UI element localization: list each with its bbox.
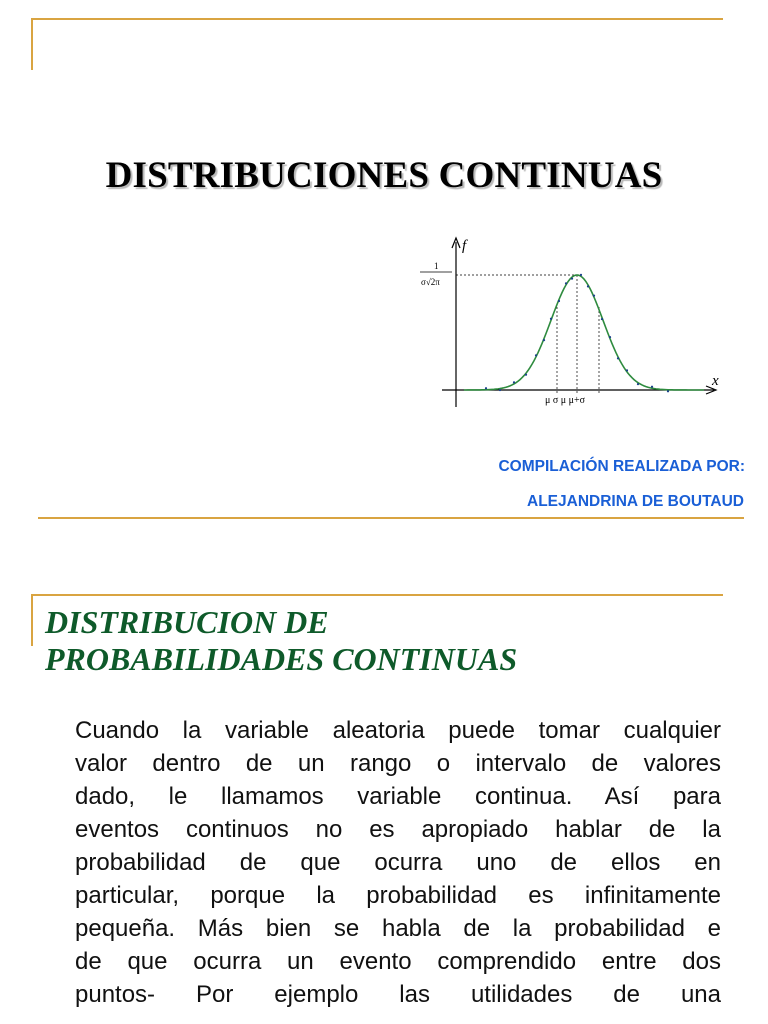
y-axis-label: f	[462, 238, 467, 254]
sample-point	[550, 318, 552, 320]
sample-point	[617, 357, 619, 359]
slide-2-title	[45, 604, 745, 678]
body-line: valor dentro de un rango o intervalo de valores	[75, 750, 721, 777]
sample-point	[513, 381, 515, 383]
credit-line-2: ALEJANDRINA DE BOUTAUD	[527, 493, 744, 510]
credit-line-1: COMPILACIÓN REALIZADA POR:	[498, 458, 745, 475]
sample-point	[593, 295, 595, 297]
sample-point	[543, 339, 545, 341]
slide-2-body-text	[75, 714, 721, 1011]
body-line: particular, porque la probabilidad es infinitamente	[75, 882, 721, 909]
slide-2	[0, 580, 768, 1024]
sample-point	[565, 282, 567, 284]
top-divider	[31, 594, 723, 596]
sample-point	[601, 318, 603, 320]
sample-point	[525, 374, 527, 376]
left-accent-bar	[31, 594, 33, 646]
bottom-divider	[38, 517, 744, 519]
sample-point	[535, 354, 537, 356]
body-line: Cuando la variable aleatoria puede tomar cualquier	[75, 717, 721, 744]
sample-point	[637, 383, 639, 385]
x-tick-labels: μ σ μ μ+σ	[545, 395, 586, 406]
sample-point	[580, 274, 582, 276]
body-line: probabilidad de que ocurra uno de ellos en	[75, 849, 721, 876]
top-divider	[31, 18, 723, 20]
sample-point	[587, 285, 589, 287]
sample-point	[651, 386, 653, 388]
x-axis-label: x	[712, 373, 719, 389]
body-line: pequeña. Más bien se habla de la probabilidad e	[75, 915, 721, 942]
body-line: de que ocurra un evento comprendido entre dos	[75, 948, 721, 975]
peak-label-numerator: 1	[434, 261, 439, 271]
normal-distribution-graph	[414, 232, 734, 412]
sample-point	[485, 387, 487, 389]
body-line: dado, le llamamos variable continua. Así para	[75, 783, 721, 810]
sample-point	[571, 278, 573, 280]
slide-title: DISTRIBUCIONES CONTINUAS	[105, 155, 663, 196]
sample-point	[609, 336, 611, 338]
slide-2-title-line-2: PROBABILIDADES CONTINUAS	[45, 641, 518, 677]
peak-label-denominator: σ√2π	[421, 277, 440, 287]
body-line: eventos continuos no es apropiado hablar de la	[75, 816, 721, 843]
body-line: puntos- Por ejemplo las utilidades de una	[75, 981, 721, 1008]
slide-2-title-line-1: DISTRIBUCION DE	[45, 604, 329, 640]
sample-point	[626, 369, 628, 371]
sample-point	[558, 300, 560, 302]
sample-point	[499, 389, 501, 391]
left-accent-bar	[31, 18, 33, 70]
bell-curve	[464, 275, 704, 390]
sample-point	[667, 390, 669, 392]
